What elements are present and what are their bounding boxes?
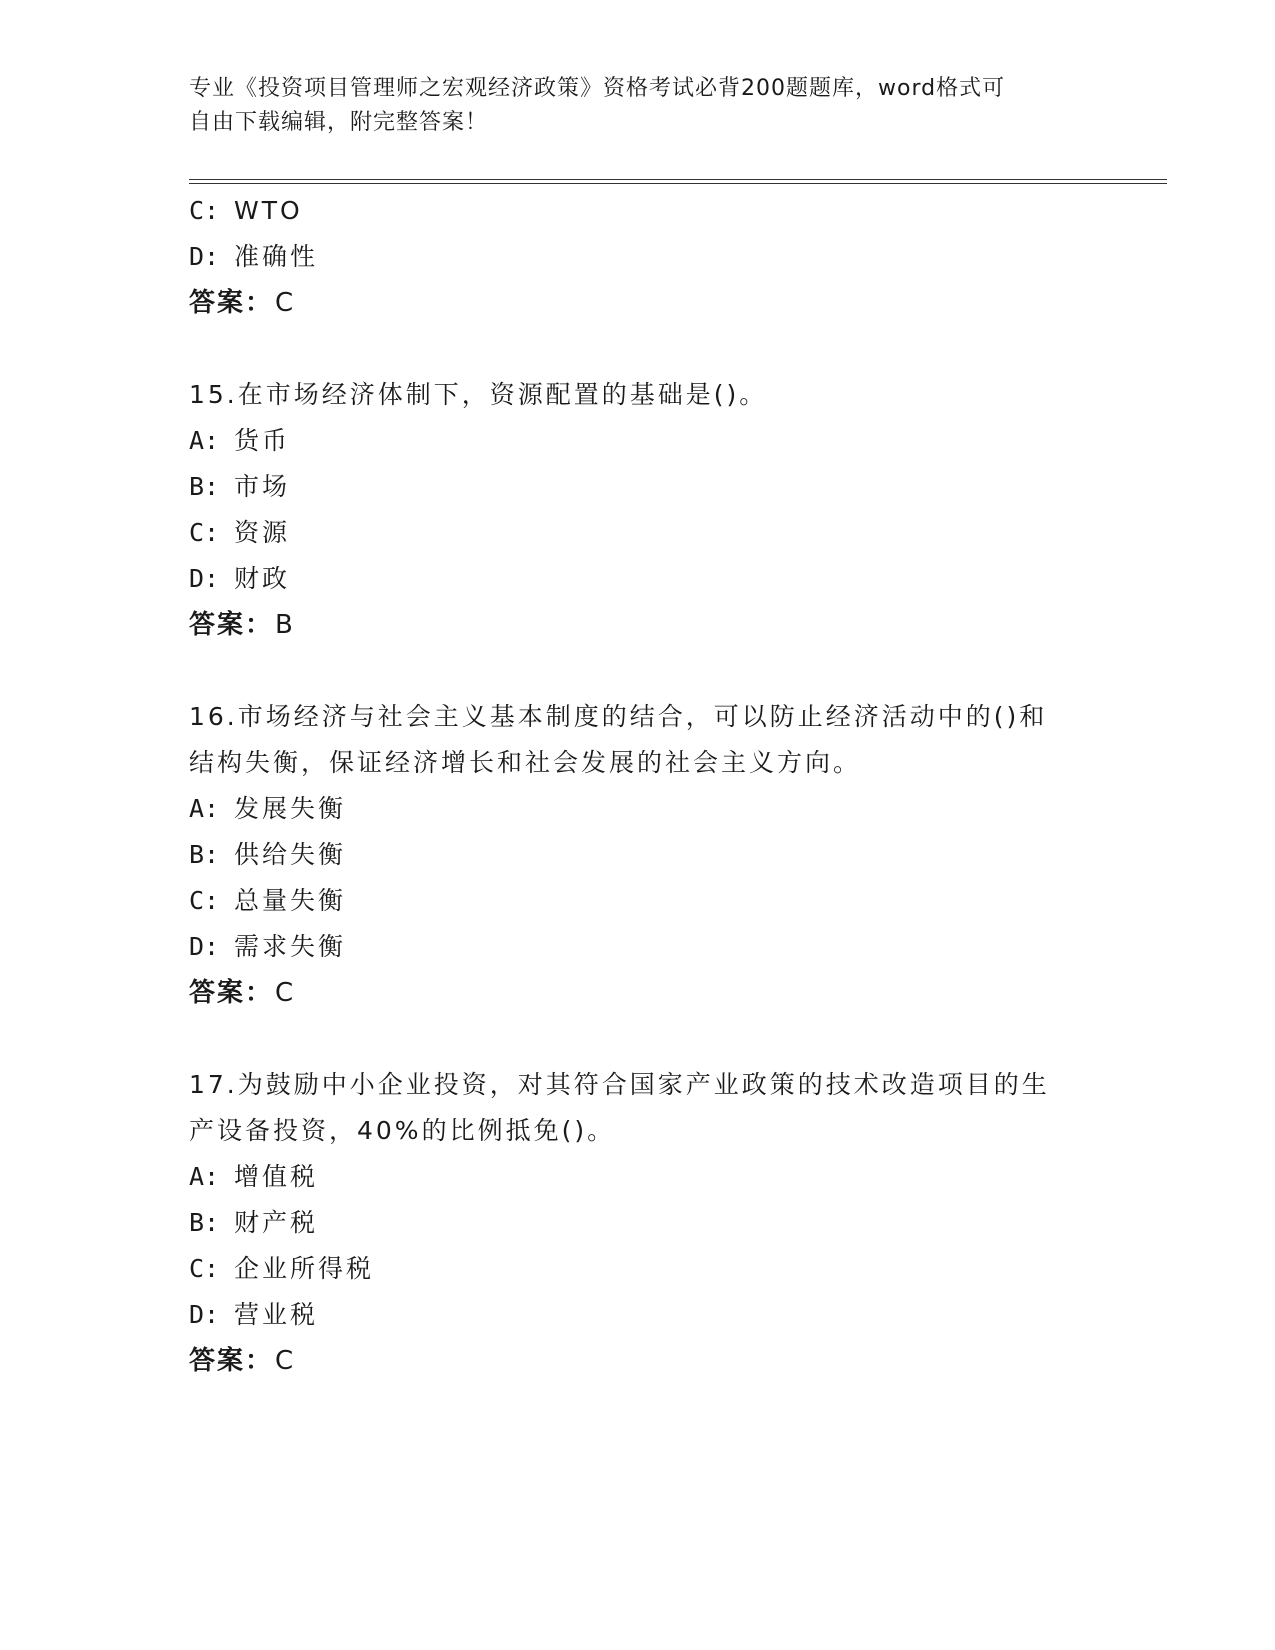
carryover-block: [189, 188, 1089, 326]
option-text: 财政: [234, 564, 291, 593]
header-divider: [189, 179, 1167, 184]
option-letter: A:: [189, 426, 220, 455]
answer-line: [189, 602, 1089, 648]
option-text: 资源: [234, 518, 291, 547]
option-letter: D:: [189, 564, 220, 593]
question-text-line: 结构失衡，保证经济增长和社会发展的社会主义方向。: [189, 748, 862, 777]
answer-line: [189, 970, 1089, 1016]
option-letter: A:: [189, 1162, 220, 1191]
answer-label: 答案：: [189, 288, 274, 318]
option-d: [189, 234, 1089, 280]
answer-label: 答案：: [189, 610, 274, 640]
option-b: [189, 464, 1089, 510]
option-text: 发展失衡: [234, 794, 347, 823]
question-17: [189, 1062, 1089, 1384]
option-c: [189, 1246, 1089, 1292]
question-text-line: 16.市场经济与社会主义基本制度的结合，可以防止经济活动中的()和: [189, 702, 1048, 731]
option-letter: B:: [189, 1208, 220, 1237]
question-content: [189, 188, 1089, 1384]
option-letter: C:: [189, 1254, 220, 1283]
option-a: [189, 418, 1089, 464]
answer-line: [189, 1338, 1089, 1384]
option-c: [189, 510, 1089, 556]
question-16: [189, 694, 1089, 1016]
answer-value: C: [275, 1346, 296, 1376]
option-letter: C:: [189, 886, 220, 915]
option-letter: D:: [189, 932, 220, 961]
option-letter: B:: [189, 840, 220, 869]
answer-label: 答案：: [189, 1346, 274, 1376]
option-text: 增值税: [234, 1162, 319, 1191]
option-text: 供给失衡: [234, 840, 347, 869]
question-15: [189, 372, 1089, 648]
option-text: WTO: [234, 196, 303, 225]
option-d: [189, 924, 1089, 970]
option-text: 总量失衡: [234, 886, 347, 915]
answer-value: B: [275, 610, 295, 640]
answer-line: [189, 280, 1089, 326]
option-d: [189, 556, 1089, 602]
option-c: [189, 188, 1089, 234]
question-text-line: 15.在市场经济体制下，资源配置的基础是()。: [189, 380, 768, 409]
question-text-line: 17.为鼓励中小企业投资，对其符合国家产业政策的技术改造项目的生: [189, 1070, 1050, 1099]
option-text: 准确性: [234, 242, 319, 271]
page-header: [189, 72, 1089, 140]
option-text: 市场: [234, 472, 291, 501]
option-a: [189, 1154, 1089, 1200]
option-letter: C:: [189, 518, 220, 547]
header-line-2: 自由下载编辑，附完整答案！: [189, 110, 489, 135]
option-letter: D:: [189, 242, 220, 271]
option-letter: B:: [189, 472, 220, 501]
answer-value: C: [275, 288, 296, 318]
answer-value: C: [275, 978, 296, 1008]
header-line-1: 专业《投资项目管理师之宏观经济政策》资格考试必背200题题库，word格式可: [189, 76, 1006, 101]
option-d: [189, 1292, 1089, 1338]
option-text: 需求失衡: [234, 932, 347, 961]
option-a: [189, 786, 1089, 832]
option-b: [189, 832, 1089, 878]
option-text: 企业所得税: [234, 1254, 375, 1283]
option-letter: D:: [189, 1300, 220, 1329]
option-text: 营业税: [234, 1300, 319, 1329]
option-c: [189, 878, 1089, 924]
answer-label: 答案：: [189, 978, 274, 1008]
option-text: 财产税: [234, 1208, 319, 1237]
option-text: 货币: [234, 426, 291, 455]
option-letter: A:: [189, 794, 220, 823]
option-letter: C:: [189, 196, 220, 225]
question-text-line: 产设备投资，40%的比例抵免()。: [189, 1116, 616, 1145]
option-b: [189, 1200, 1089, 1246]
